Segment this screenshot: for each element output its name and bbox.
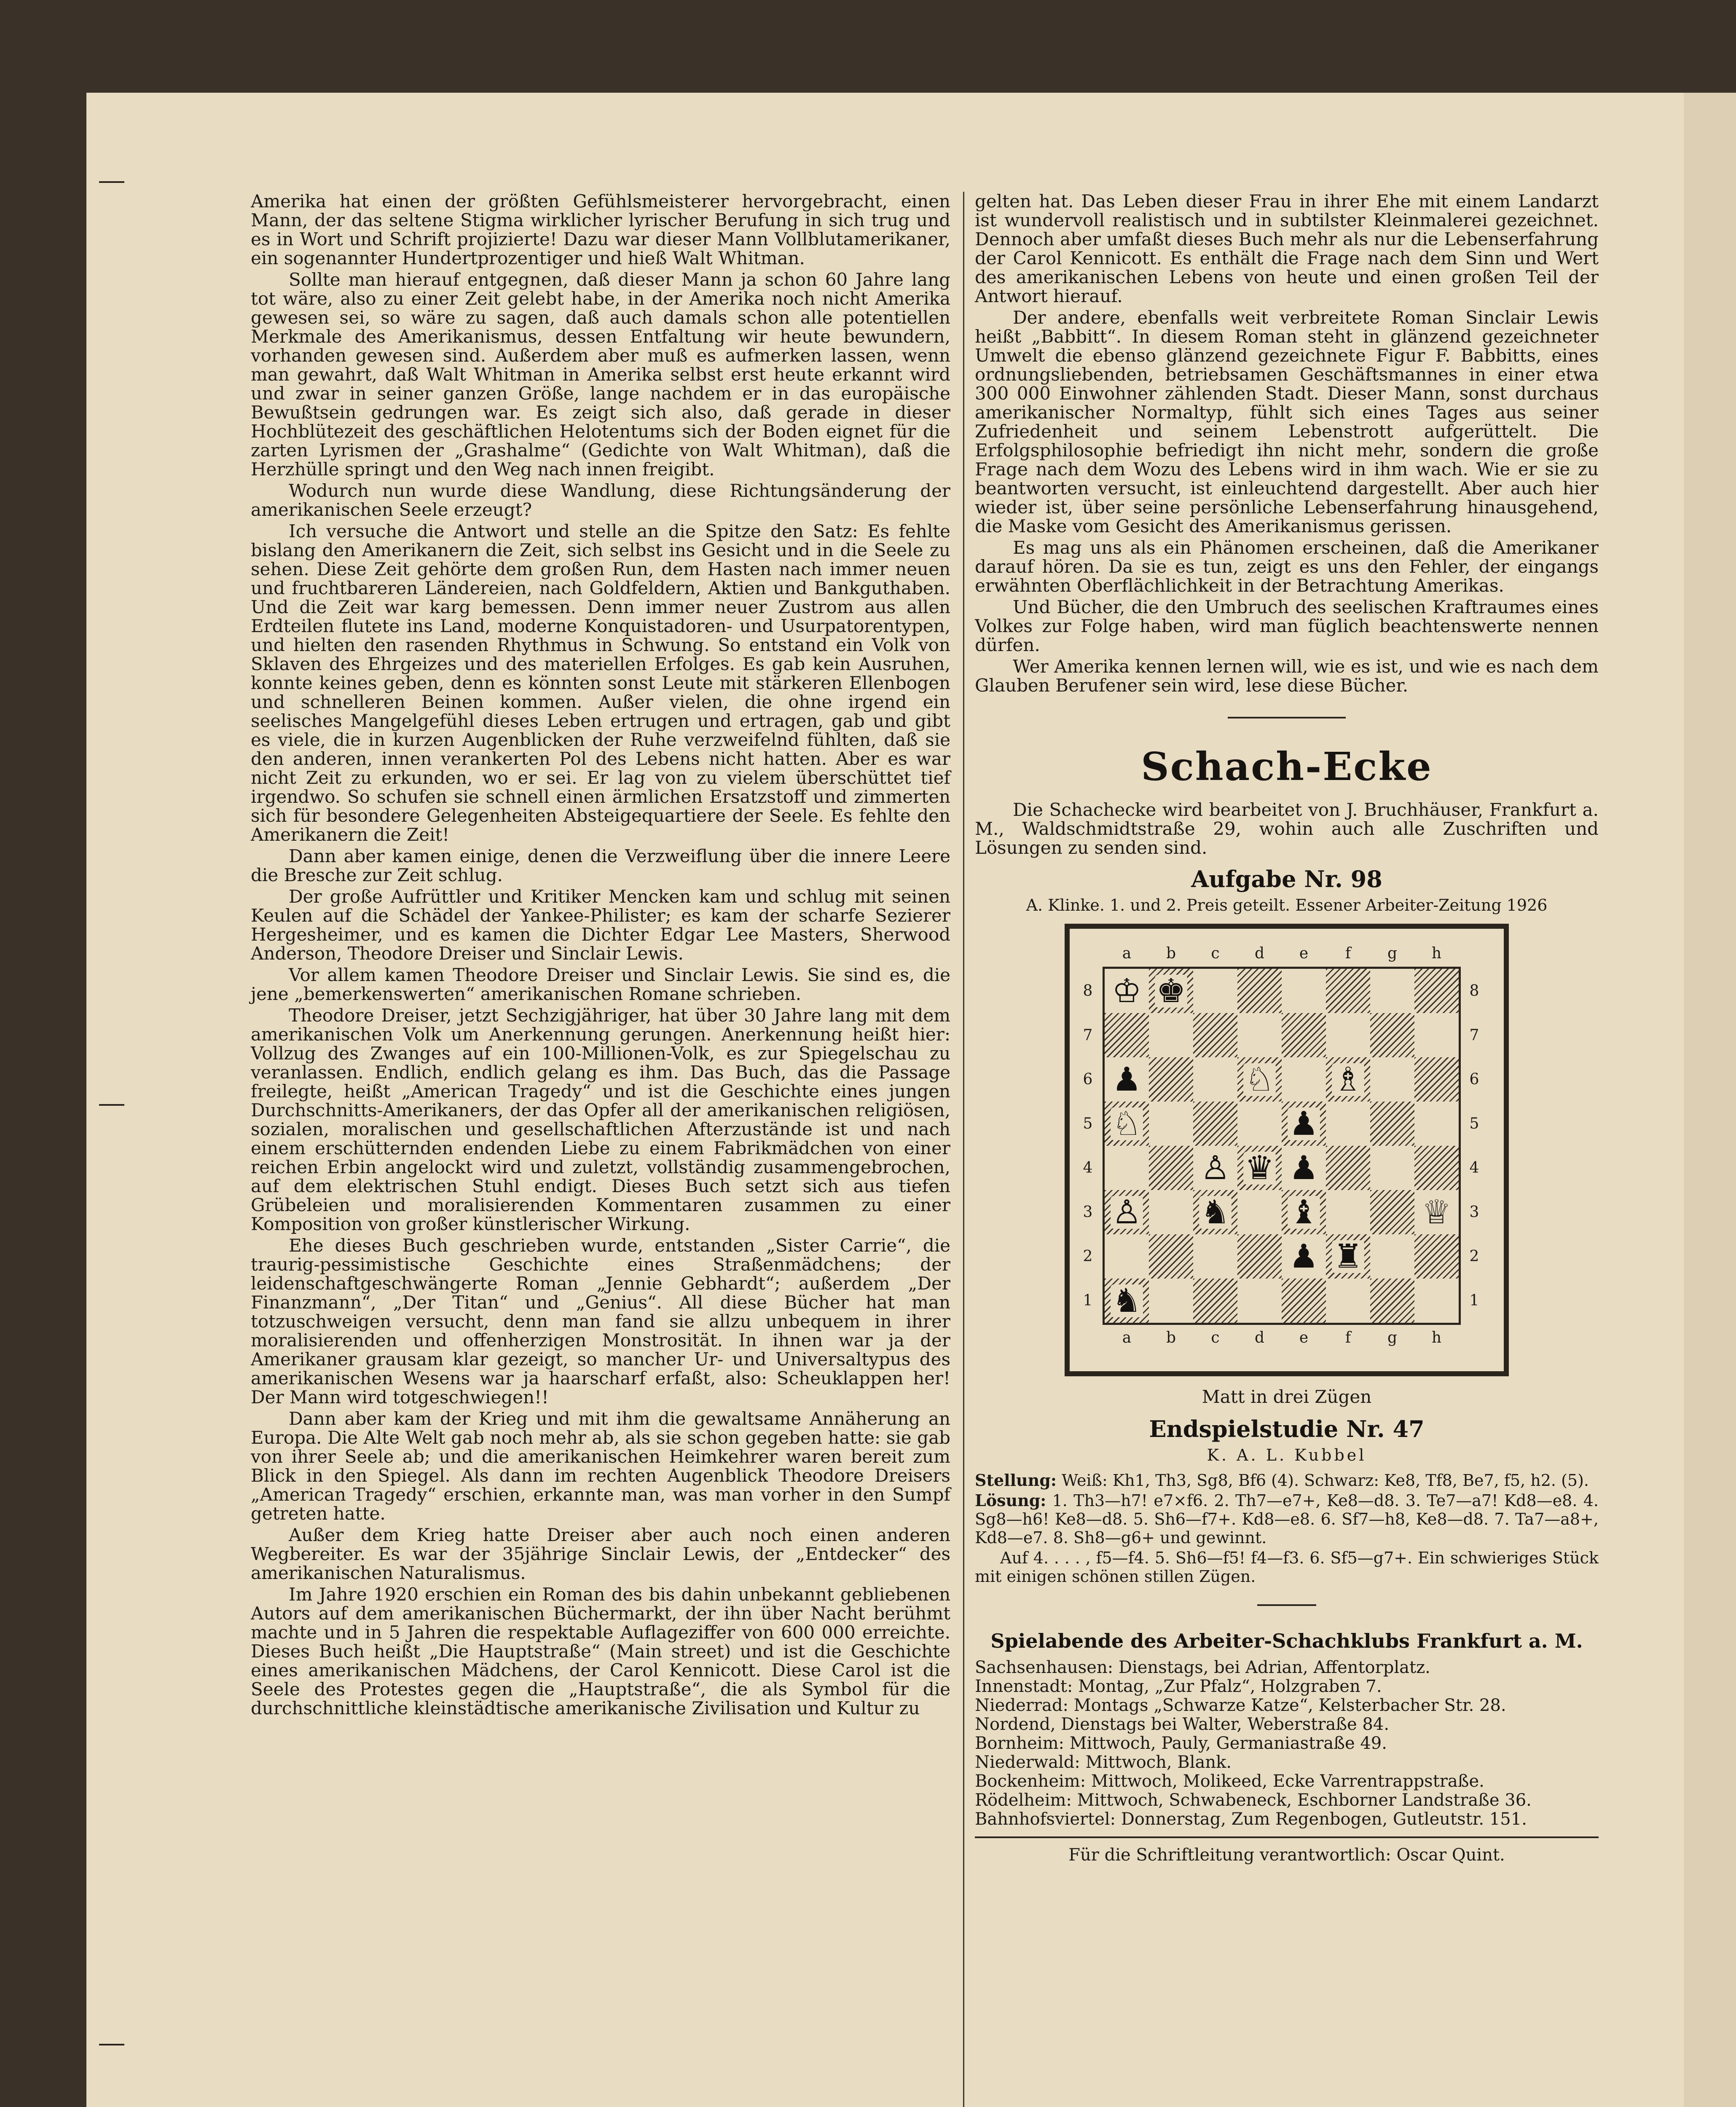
club-entry: Sachsenhausen: Dienstags, bei Adrian, Affentorplatz. bbox=[975, 1658, 1430, 1677]
paragraph: Theodore Dreiser, jetzt Sechzigjähriger, hat über 30 Jahre lang mit dem amerikanischen Volk um Anerkennung gerungen. Anerkennung heißt hier: Vollzug des Zwanges auf ein 100-Millionen-Volk, es zur Spiegelschau zu veranlassen. Endlich, endlich gelang es ihm. Das Buch, das die Passage freilegte, heißt „American Tragedy“ und ist die Geschichte eines jungen Durchschnitts-Amerikaners, der das Opfer all der amerikanischen religiösen, sozialen, moralischen und gesellschaftlichen Afterzustände ist und nach einem erschütternden endenden Liebe zu einem Fabrikmädchen von einer reichen Erbin angelockt wird und zuletzt, vollständig zusammengebrochen, auf dem elektrischen Stuhl endigt. Dieses Buch setzt sich aus tiefen Grübeleien und moralisierenden Kommentaren zusammen zu einer Komposition von großer künstlerischer Wirkung. bbox=[251, 1005, 950, 1234]
board-square bbox=[1193, 1013, 1237, 1057]
board-square bbox=[1105, 1234, 1149, 1279]
chess-piece: ♕ bbox=[1420, 1196, 1453, 1229]
board-square bbox=[1193, 1102, 1237, 1146]
board-square bbox=[1193, 1234, 1237, 1279]
article-column-right bbox=[975, 192, 1599, 1865]
chess-piece: ♜ bbox=[1332, 1240, 1365, 1273]
board-square bbox=[1105, 1279, 1149, 1323]
board-square bbox=[1282, 1057, 1326, 1102]
club-entry: Bahnhofsviertel: Donnerstag, Zum Regenbogen, Gutleutstr. 151. bbox=[975, 1809, 1527, 1829]
chess-piece: ♘ bbox=[1243, 1063, 1276, 1096]
paragraph: Im Jahre 1920 erschien ein Roman des bis dahin unbekannt gebliebenen Autors auf dem amerikanischen Büchermarkt, der ihn über Nacht berühmt machte und in 5 Jahren die respektable Auflageziffer von 600 000 erreichte. Dieses Buch heißt „Die Hauptstraße“ (Main street) und ist die Geschichte eines amerikanischen Mädchens, der Carol Kennicott. Diese Carol ist die Seele des Protestes gegen die „Hauptstraße“, die als Symbol für die durchschnittliche kleinstädtische amerikanische Zivilisation und Kultur zu bbox=[251, 1584, 950, 1718]
paragraph: Außer dem Krieg hatte Dreiser aber auch noch einen anderen Wegbereiter. Es war der 35jährige Sinclair Lewis, der „Entdecker“ des amerikanischen Naturalismus. bbox=[251, 1525, 950, 1583]
file-label: f bbox=[1345, 1329, 1351, 1346]
club-entry: Bornheim: Mittwoch, Pauly, Germaniastraße 49. bbox=[975, 1734, 1387, 1753]
file-label: e bbox=[1299, 1329, 1309, 1346]
board-square bbox=[1193, 1057, 1237, 1102]
paragraph: Ehe dieses Buch geschrieben wurde, entstanden „Sister Carrie“, die traurig-pessimistische Geschichte eines Straßenmädchens; der leidenschaftgeschwängerte Roman „Jennie Gebhardt“; außerdem „Der Finanzmann“, „Der Titan“ und „Genius“. All diese Bücher hat man totzuschweigen versucht, denn man fand sie allzu unbequem in ihrer moralisierenden und offenherzigen Monstrosität. In ihnen war ja der Amerikaner grausam klar gezeigt, so mancher Ur- und Universaltypus des amerikanischen Wesens war ja haarscharf erfaßt, also: Scheuklappen her! Der Mann wird totgeschwiegen!! bbox=[251, 1235, 950, 1407]
file-label: b bbox=[1166, 1329, 1176, 1346]
chess-section-title: Schach-Ecke bbox=[1141, 744, 1433, 789]
board-square bbox=[1370, 1190, 1414, 1234]
board-square bbox=[1326, 1013, 1370, 1057]
clubs-list bbox=[975, 1658, 1599, 1829]
board-square bbox=[1282, 1102, 1326, 1146]
margin-mark bbox=[99, 2044, 124, 2045]
board-square bbox=[1282, 1234, 1326, 1279]
chess-piece: ♞ bbox=[1199, 1196, 1232, 1229]
board-square bbox=[1282, 1279, 1326, 1323]
board-square bbox=[1282, 969, 1326, 1013]
problem-source: A. Klinke. 1. und 2. Preis geteilt. Essener Arbeiter-Zeitung 1926 bbox=[1026, 896, 1548, 914]
board-square bbox=[1326, 1279, 1370, 1323]
chess-piece: ♟ bbox=[1288, 1107, 1320, 1140]
column-rule bbox=[963, 192, 964, 2107]
rank-label: 6 bbox=[1083, 1071, 1093, 1088]
rank-label: 4 bbox=[1083, 1159, 1093, 1177]
board-square bbox=[1237, 1057, 1282, 1102]
chess-diagram bbox=[1065, 924, 1509, 1376]
margin-mark bbox=[99, 1104, 124, 1106]
board-square bbox=[1105, 1057, 1149, 1102]
file-label: f bbox=[1345, 945, 1351, 962]
rank-label: 3 bbox=[1083, 1204, 1093, 1221]
paragraph: Ich versuche die Antwort und stelle an die Spitze den Satz: Es fehlte bislang den Amerikanern die Zeit, sich selbst ins Gesicht und in die Seele zu sehen. Diese Zeit gehörte dem großen Run, dem Hasten nach immer neuen und fruchtbareren Ländereien, nach Goldfeldern, Aktien und Bankguthaben. Und die Zeit war karg bemessen. Denn immer neuer Zustrom aus allen Erdteilen flutete ins Land, moderne Konquistadoren- und Usurpatorentypen, und hielten den rasenden Rhythmus in Schwung. So entstand ein Volk von Sklaven des Ehrgeizes und des materiellen Erfolges. Es gab kein Ausruhen, konnte keines geben, denn es könnten sonst Leute mit stärkeren Ellenbogen und schnelleren Beinen kommen. Außer vielen, die ohne irgend ein seelisches Mangelgefühl dieses Leben ertrugen und ertragen, gab und gibt es viele, die in kurzen Augenblicken der Ruhe verzweifelnd fühlten, daß sie den anderen, innen verankerten Pol des Lebens nicht hatten. Aber es war nicht Zeit zu erkunden, wo er sei. Er lag von zu vielem überschüttet tief irgendwo. So schufen sie schnell einen ärmlichen Ersatzstoff und zimmerten sich für besondere Gelegenheiten Absteigequartiere der Seele. Es fehlte den Amerikanern die Zeit! bbox=[251, 521, 950, 845]
board-square bbox=[1414, 1279, 1459, 1323]
chess-piece: ♘ bbox=[1111, 1107, 1143, 1140]
board-square bbox=[1149, 1102, 1193, 1146]
paragraph: Wer Amerika kennen lernen will, wie es ist, und wie es nach dem Glauben Berufener sein wird, lese diese Bücher. bbox=[975, 656, 1599, 696]
problem-title: Aufgabe Nr. 98 bbox=[1191, 866, 1382, 893]
board-square bbox=[1326, 1234, 1370, 1279]
board-square bbox=[1414, 1190, 1459, 1234]
board-square bbox=[1414, 1146, 1459, 1190]
page-fold bbox=[1684, 93, 1736, 2107]
file-label: c bbox=[1211, 1329, 1220, 1346]
file-label: e bbox=[1299, 945, 1309, 962]
board-square bbox=[1237, 969, 1282, 1013]
board-square bbox=[1370, 1234, 1414, 1279]
board-square bbox=[1105, 1102, 1149, 1146]
file-label: b bbox=[1166, 945, 1176, 962]
board-square bbox=[1282, 1190, 1326, 1234]
board-square bbox=[1282, 1146, 1326, 1190]
chess-piece: ♟ bbox=[1111, 1063, 1143, 1096]
rank-label: 4 bbox=[1469, 1159, 1479, 1177]
board-square bbox=[1414, 1057, 1459, 1102]
file-label: g bbox=[1387, 1329, 1398, 1346]
club-entry: Rödelheim: Mittwoch, Schwabeneck, Eschborner Landstraße 36. bbox=[975, 1791, 1532, 1810]
rank-label: 8 bbox=[1469, 982, 1479, 1000]
board-square bbox=[1193, 969, 1237, 1013]
chess-piece: ♛ bbox=[1243, 1152, 1276, 1185]
board-square bbox=[1370, 1279, 1414, 1323]
chess-piece: ♚ bbox=[1155, 975, 1188, 1008]
rank-label: 5 bbox=[1083, 1115, 1093, 1132]
board-square bbox=[1414, 1102, 1459, 1146]
article-column-left bbox=[251, 192, 950, 1720]
paragraph: Und Bücher, die den Umbruch des seelischen Kraftraumes eines Volkes zur Folge haben, wird man füglich beachtenswerte nennen dürfen. bbox=[975, 597, 1599, 655]
rank-label: 2 bbox=[1083, 1248, 1093, 1265]
rank-label: 8 bbox=[1083, 982, 1093, 1000]
club-entry: Niederwald: Mittwoch, Blank. bbox=[975, 1753, 1232, 1772]
footer-rule bbox=[975, 1836, 1599, 1838]
board-square bbox=[1237, 1234, 1282, 1279]
chess-intro: Die Schachecke wird bearbeitet von J. Bruchhäuser, Frankfurt a. M., Waldschmidtstraße 29, wohin auch alle Zuschriften und Lösungen zu senden sind. bbox=[975, 799, 1599, 858]
rank-label: 7 bbox=[1083, 1027, 1093, 1044]
chess-board bbox=[1103, 967, 1461, 1325]
solution-text: 1. Th3—h7! e7×f6. 2. Th7—e7+, Ke8—d8. 3. Te7—a7! Kd8—e8. 4. Sg8—h6! Ke8—d8. 5. Sh6—f7+. Kd8—e8. 6. Sf7—h8, Ke8—d8. 7. Ta7—a8+, Kd8—e7. 8. Sh8—g6+ und gewinnt. bbox=[975, 1491, 1599, 1547]
paragraph: Es mag uns als ein Phänomen erscheinen, daß die Amerikaner darauf hören. Da sie es tun, zeigt es uns den Fehler, der eingangs erwähnten Oberflächlichkeit in der Betrachtung Amerikas. bbox=[975, 537, 1599, 596]
rank-label: 2 bbox=[1469, 1248, 1479, 1265]
study-solution bbox=[975, 1491, 1599, 1547]
chess-piece: ♙ bbox=[1111, 1196, 1143, 1229]
club-entry: Nordend, Dienstags bei Walter, Weberstraße 84. bbox=[975, 1715, 1390, 1734]
club-entry: Innenstadt: Montag, „Zur Pfalz“, Holzgraben 7. bbox=[975, 1677, 1382, 1696]
board-square bbox=[1370, 1057, 1414, 1102]
board-square bbox=[1237, 1013, 1282, 1057]
board-square bbox=[1237, 1190, 1282, 1234]
position-text: Weiß: Kh1, Th3, Sg8, Bf6 (4). Schwarz: Ke8, Tf8, Be7, f5, h2. (5). bbox=[1062, 1471, 1589, 1490]
board-square bbox=[1149, 1234, 1193, 1279]
chess-piece: ♔ bbox=[1111, 975, 1143, 1008]
footer-credit: Für die Schriftleitung verantwortlich: Oscar Quint. bbox=[1068, 1845, 1505, 1865]
board-square bbox=[1237, 1102, 1282, 1146]
file-label: d bbox=[1254, 1329, 1265, 1346]
board-square bbox=[1326, 1190, 1370, 1234]
rank-label: 1 bbox=[1469, 1292, 1479, 1309]
board-square bbox=[1193, 1190, 1237, 1234]
problem-caption: Matt in drei Zügen bbox=[1202, 1386, 1372, 1407]
board-square bbox=[1237, 1146, 1282, 1190]
clubs-title: Spielabende des Arbeiter-Schachklubs Frankfurt a. M. bbox=[990, 1630, 1583, 1652]
board-square bbox=[1149, 1190, 1193, 1234]
chess-piece: ♙ bbox=[1199, 1152, 1232, 1185]
file-label: c bbox=[1211, 945, 1220, 962]
file-label: h bbox=[1431, 945, 1442, 962]
paragraph: Amerika hat einen der größten Gefühlsmeisterer hervorgebracht, einen Mann, der das seltene Stigma wirklicher lyrischer Berufung in sich trug und es in Wort und Schrift projizierte! Dazu war dieser Mann Vollblutamerikaner, ein sogenannter Hundertprozentiger und hieß Walt Whitman. bbox=[251, 191, 950, 268]
board-square bbox=[1149, 1146, 1193, 1190]
file-label: g bbox=[1387, 945, 1398, 962]
board-square bbox=[1326, 1102, 1370, 1146]
paragraph: Dann aber kam der Krieg und mit ihm die gewaltsame Annäherung an Europa. Die Alte Welt gab noch mehr ab, als sie schon gegeben hatte: sie gab von ihrer Seele ab; und die amerikanischen Heimkehrer waren bereit zum Blick in den Spiegel. Als dann im rechten Augenblick Theodore Dreisers „American Tragedy“ erschien, erkannte man, was man vorher in den Sumpf getreten hatte. bbox=[251, 1408, 950, 1524]
board-square bbox=[1370, 1102, 1414, 1146]
board-square bbox=[1370, 969, 1414, 1013]
rank-label: 6 bbox=[1469, 1071, 1479, 1088]
board-square bbox=[1370, 1013, 1414, 1057]
margin-mark bbox=[99, 181, 124, 183]
board-square bbox=[1105, 969, 1149, 1013]
file-label: a bbox=[1122, 1329, 1132, 1346]
board-square bbox=[1105, 1146, 1149, 1190]
section-divider bbox=[1228, 717, 1346, 718]
section-divider bbox=[1257, 1604, 1316, 1606]
study-note: Auf 4. . . . , f5—f4. 5. Sh6—f5! f4—f3. 6. Sf5—g7+. Ein schwieriges Stück mit einigen schönen stillen Zügen. bbox=[975, 1549, 1599, 1586]
board-square bbox=[1282, 1013, 1326, 1057]
board-square bbox=[1326, 1057, 1370, 1102]
newspaper-page bbox=[86, 93, 1736, 2107]
rank-label: 1 bbox=[1083, 1292, 1093, 1309]
rank-label: 7 bbox=[1469, 1027, 1479, 1044]
paragraph: Der große Aufrüttler und Kritiker Mencken kam und schlug mit seinen Keulen auf die Schädel der Yankee-Philister; es kam der scharfe Sezierer Hergesheimer, und es kamen die Dichter Edgar Lee Masters, Sherwood Anderson, Theodore Dreiser und Sinclair Lewis. bbox=[251, 886, 950, 964]
board-square bbox=[1105, 1190, 1149, 1234]
position-label: Stellung: bbox=[975, 1471, 1057, 1490]
board-square bbox=[1149, 1013, 1193, 1057]
board-square bbox=[1414, 1234, 1459, 1279]
board-square bbox=[1149, 1057, 1193, 1102]
club-entry: Bockenheim: Mittwoch, Molikeed, Ecke Varrentrappstraße. bbox=[975, 1772, 1484, 1791]
study-author: K. A. L. Kubbel bbox=[1207, 1446, 1367, 1464]
board-square bbox=[1237, 1279, 1282, 1323]
board-square bbox=[1193, 1279, 1237, 1323]
paragraph: Wodurch nun wurde diese Wandlung, diese Richtungsänderung der amerikanischen Seele erzeugt? bbox=[251, 480, 950, 520]
file-label: d bbox=[1254, 945, 1265, 962]
board-square bbox=[1149, 969, 1193, 1013]
paragraph: gelten hat. Das Leben dieser Frau in ihrer Ehe mit einem Landarzt ist wundervoll realistisch und in subtilster Kleinmalerei gezeichnet. Dennoch aber umfaßt dieses Buch mehr als nur die Lebenserfahrung der Carol Kennicott. Es enthält die Frage nach dem Sinn und Wert des amerikanischen Lebens von heute und einen großen Teil der Antwort hierauf. bbox=[975, 191, 1599, 306]
file-label: h bbox=[1431, 1329, 1442, 1346]
board-square bbox=[1105, 1013, 1149, 1057]
chess-piece: ♗ bbox=[1332, 1063, 1365, 1096]
chess-piece: ♝ bbox=[1288, 1196, 1320, 1229]
paragraph: Dann aber kamen einige, denen die Verzweiflung über die innere Leere die Bresche zur Zeit schlug. bbox=[251, 846, 950, 885]
file-label: a bbox=[1122, 945, 1132, 962]
rank-label: 3 bbox=[1469, 1204, 1479, 1221]
board-square bbox=[1149, 1279, 1193, 1323]
chess-piece: ♟ bbox=[1288, 1152, 1320, 1185]
study-title: Endspielstudie Nr. 47 bbox=[1149, 1415, 1425, 1442]
paragraph: Der andere, ebenfalls weit verbreitete Roman Sinclair Lewis heißt „Babbitt“. In diesem Roman steht in glänzend gezeichneter Umwelt die ebenso glänzend gezeichnete Figur F. Babbitts, eines ordnungsliebenden, betriebsamen Geschäftsmannes in einer etwa 300 000 Einwohner zählenden Stadt. Dieser Mann, sonst durchaus amerikanischer Normaltyp, fühlt sich eines Tages aus seiner Zufriedenheit und seinem Lebenstrott aufgerüttelt. Die Erfolgsphilosophie befriedigt ihn nicht mehr, sondern die große Frage nach dem Wozu des Lebens wird in ihm wach. Wie er sie zu beantworten versucht, ist einleuchtend dargestellt. Aber auch hier wieder ist, über seine persönliche Lebenserfahrung hinausgehend, die Maske vom Gesicht des Amerikanismus gerissen. bbox=[975, 307, 1599, 536]
board-square bbox=[1326, 1146, 1370, 1190]
board-square bbox=[1326, 969, 1370, 1013]
solution-label: Lösung: bbox=[975, 1491, 1046, 1510]
board-square bbox=[1370, 1146, 1414, 1190]
board-square bbox=[1414, 969, 1459, 1013]
club-entry: Niederrad: Montags „Schwarze Katze“, Kelsterbacher Str. 28. bbox=[975, 1696, 1506, 1715]
paragraph: Vor allem kamen Theodore Dreiser und Sinclair Lewis. Sie sind es, die jene „bemerkenswerten“ amerikanischen Romane schrieben. bbox=[251, 965, 950, 1004]
rank-label: 5 bbox=[1469, 1115, 1479, 1132]
chess-piece: ♟ bbox=[1288, 1240, 1320, 1273]
board-square bbox=[1414, 1013, 1459, 1057]
chess-piece: ♞ bbox=[1111, 1284, 1143, 1317]
study-position bbox=[975, 1471, 1599, 1490]
board-square bbox=[1193, 1146, 1237, 1190]
paragraph: Sollte man hierauf entgegnen, daß dieser Mann ja schon 60 Jahre lang tot wäre, also zu einer Zeit gelebt habe, in der Amerika noch nicht Amerika gewesen sei, so wäre zu sagen, daß auch damals schon alle potentiellen Merkmale des Amerikanismus, dessen Entfaltung wir heute bewundern, vorhanden gewesen sind. Außerdem aber muß es aufmerken lassen, wenn man gewahrt, daß Walt Whitman in Amerika selbst erst heute erkannt wird und zwar in seiner ganzen Größe, lange nachdem er in das europäische Bewußtsein gedrungen war. Es zeigt sich also, daß gerade in dieser Hochblütezeit des geschäftlichen Helotentums sich der Boden eignet für die zarten Lyrismen der „Grashalme“ (Gedichte von Walt Whitman), daß die Herzhülle springt und den Weg nach innen freigibt. bbox=[251, 269, 950, 480]
